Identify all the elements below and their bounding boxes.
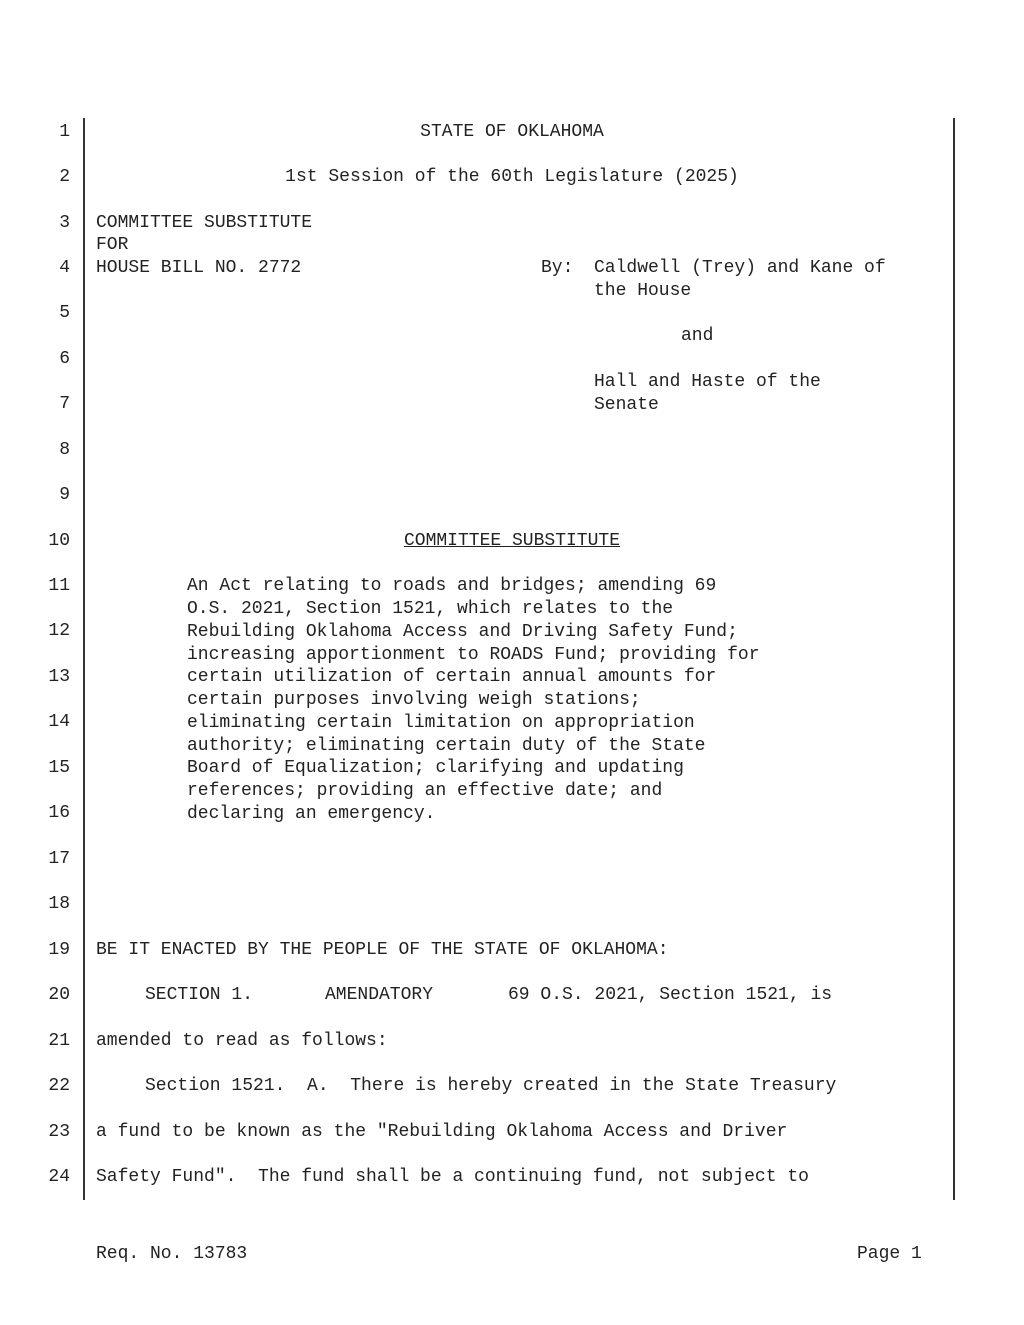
committee-substitute-heading bbox=[96, 530, 928, 553]
line-number: 19 bbox=[48, 940, 70, 960]
abstract-line: authority; eliminating certain duty of the State bbox=[187, 736, 706, 756]
senate-authors: Hall and Haste of the bbox=[594, 372, 821, 392]
abstract-line: Board of Equalization; clarifying and updating bbox=[187, 758, 684, 778]
line-number: 15 bbox=[48, 758, 70, 778]
line-number: 5 bbox=[59, 303, 70, 323]
and-text: and bbox=[681, 326, 714, 346]
section-label: SECTION 1. bbox=[145, 985, 254, 1005]
line-number: 16 bbox=[48, 803, 70, 823]
abstract-line: O.S. 2021, Section 1521, which relates to the bbox=[187, 599, 674, 619]
right-margin-rule bbox=[953, 118, 955, 1200]
house-authors-cont: the House bbox=[594, 281, 692, 301]
enacting-clause: BE IT ENACTED BY THE PEOPLE OF THE STATE OF OKLAHOMA: bbox=[96, 940, 669, 960]
request-number: Req. No. 13783 bbox=[96, 1244, 248, 1264]
session-title: 1st Session of the 60th Legislature (2025) bbox=[285, 167, 739, 187]
line-number: 13 bbox=[48, 667, 70, 687]
body-line: Section 1521. A. There is hereby created in the State Treasury bbox=[145, 1076, 837, 1096]
line-number: 8 bbox=[59, 440, 70, 460]
line-number: 23 bbox=[48, 1122, 70, 1142]
abstract-line: certain utilization of certain annual amounts for bbox=[187, 667, 717, 687]
line-number: 2 bbox=[59, 167, 70, 187]
citation: 69 O.S. 2021, Section 1521, is bbox=[508, 985, 833, 1005]
body-line: amended to read as follows: bbox=[96, 1031, 388, 1051]
abstract-line: declaring an emergency. bbox=[187, 804, 436, 824]
heading-text: COMMITTEE SUBSTITUTE bbox=[403, 531, 621, 551]
amendatory-label: AMENDATORY bbox=[325, 985, 434, 1005]
line-number: 22 bbox=[48, 1076, 70, 1096]
abstract-line: An Act relating to roads and bridges; amending 69 bbox=[187, 576, 717, 596]
line-number: 9 bbox=[59, 485, 70, 505]
abstract-line: increasing apportionment to ROADS Fund; providing for bbox=[187, 645, 760, 665]
committee-substitute-label: COMMITTEE SUBSTITUTE bbox=[96, 213, 313, 233]
line-number: 20 bbox=[48, 985, 70, 1005]
abstract-line: certain purposes involving weigh stations; bbox=[187, 690, 641, 710]
abstract-line: Rebuilding Oklahoma Access and Driving Safety Fund; bbox=[187, 622, 738, 642]
line-number: 11 bbox=[48, 576, 70, 596]
line-number: 18 bbox=[48, 894, 70, 914]
abstract-line: references; providing an effective date; and bbox=[187, 781, 663, 801]
line-number: 7 bbox=[59, 394, 70, 414]
line-number: 3 bbox=[59, 213, 70, 233]
abstract-line: eliminating certain limitation on appropriation bbox=[187, 713, 695, 733]
body-line: a fund to be known as the "Rebuilding Oklahoma Access and Driver bbox=[96, 1122, 788, 1142]
by-label: By: bbox=[541, 258, 574, 278]
line-number: 14 bbox=[48, 712, 70, 732]
page-number: Page 1 bbox=[857, 1244, 922, 1264]
line-number: 6 bbox=[59, 349, 70, 369]
line-number: 1 bbox=[59, 122, 70, 142]
senate-authors-cont: Senate bbox=[594, 395, 659, 415]
line-number: 17 bbox=[48, 849, 70, 869]
line-number: 21 bbox=[48, 1031, 70, 1051]
line-number: 4 bbox=[59, 258, 70, 278]
bill-number: HOUSE BILL NO. 2772 bbox=[96, 258, 302, 278]
for-label: FOR bbox=[96, 235, 129, 255]
body-line: Safety Fund". The fund shall be a continuing fund, not subject to bbox=[96, 1167, 809, 1187]
line-number: 10 bbox=[48, 531, 70, 551]
line-number: 12 bbox=[48, 621, 70, 641]
house-authors: Caldwell (Trey) and Kane of bbox=[594, 258, 886, 278]
line-number: 24 bbox=[48, 1167, 70, 1187]
left-margin-rule bbox=[83, 118, 85, 1200]
state-title: STATE OF OKLAHOMA bbox=[420, 122, 604, 142]
